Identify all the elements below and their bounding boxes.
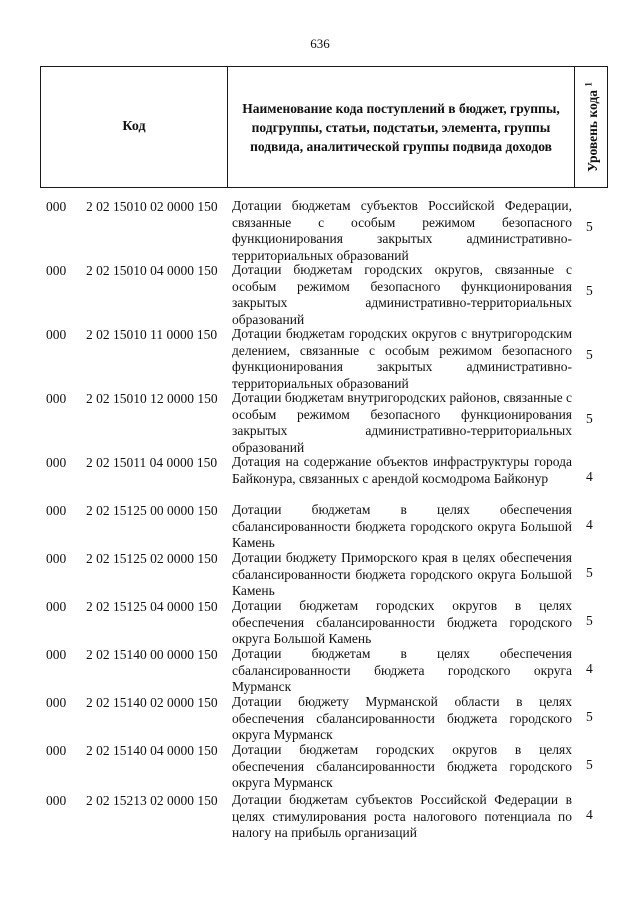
row-name: Дотации бюджетам субъектов Российской Федерации, связанные с особым режимом безопасного функционирования закрытых административно-территориальных образований <box>232 198 572 263</box>
row-name: Дотации бюджетам субъектов Российской Федерации в целях стимулирования роста налогового потенциала по налогу на прибыль организаций <box>232 792 572 840</box>
row-prefix: 000 <box>46 551 67 566</box>
row-name: Дотации бюджетам в целях обеспечения сбалансированности бюджета городского округа Мурманск <box>232 646 572 694</box>
row-code: 2 02 15140 04 0000 150 <box>86 743 218 758</box>
row-name: Дотации бюджетам в целях обеспечения сбалансированности бюджета городского округа Большой Камень <box>232 502 572 550</box>
row-code: 2 02 15213 02 0000 150 <box>86 793 218 808</box>
row-level: 5 <box>586 411 593 426</box>
row-code: 2 02 15125 04 0000 150 <box>86 599 218 614</box>
row-name: Дотация на содержание объектов инфраструктуры города Байконура, связанных с арендой космодрома Байконур <box>232 454 572 486</box>
row-name: Дотации бюджетам внутригородских районов, связанные с особым режимом безопасного функционирования закрытых административно-территориальных образований <box>232 390 572 455</box>
row-prefix: 000 <box>46 199 67 214</box>
row-prefix: 000 <box>46 743 67 758</box>
header-code: Код <box>41 67 228 187</box>
row-prefix: 000 <box>46 391 67 406</box>
row-code: 2 02 15125 02 0000 150 <box>86 551 218 566</box>
row-prefix: 000 <box>46 695 67 710</box>
row-name: Дотации бюджету Мурманской области в целях обеспечения сбалансированности бюджета городского округа Мурманск <box>232 694 572 742</box>
row-level: 5 <box>586 219 593 234</box>
row-level: 5 <box>586 757 593 772</box>
row-level: 5 <box>586 709 593 724</box>
row-level: 5 <box>586 565 593 580</box>
row-level: 5 <box>586 613 593 628</box>
row-level: 4 <box>586 469 593 484</box>
row-level: 5 <box>586 283 593 298</box>
row-level: 4 <box>586 661 593 676</box>
header-level-text: Уровень кода <box>584 90 600 172</box>
header-level <box>583 82 601 172</box>
row-code: 2 02 15010 11 0000 150 <box>86 327 218 342</box>
page-number: 636 <box>310 36 330 51</box>
row-code: 2 02 15125 00 0000 150 <box>86 503 218 518</box>
row-prefix: 000 <box>46 793 67 808</box>
row-prefix: 000 <box>46 599 67 614</box>
row-code: 2 02 15011 04 0000 150 <box>86 455 218 470</box>
row-code: 2 02 15140 00 0000 150 <box>86 647 218 662</box>
row-prefix: 000 <box>46 327 67 342</box>
header-level-footnote: 1 <box>582 82 593 87</box>
row-code: 2 02 15010 12 0000 150 <box>86 391 218 406</box>
row-prefix: 000 <box>46 647 67 662</box>
row-name: Дотации бюджетам городских округов в целях обеспечения сбалансированности бюджета городского округа Мурманск <box>232 742 572 790</box>
table-header <box>40 66 608 188</box>
row-code: 2 02 15140 02 0000 150 <box>86 695 218 710</box>
row-level: 5 <box>586 347 593 362</box>
row-name: Дотации бюджетам городских округов в целях обеспечения сбалансированности бюджета городского округа Большой Камень <box>232 598 572 646</box>
row-name: Дотации бюджетам городских округов с внутригородским делением, связанные с особым режимом безопасного функционирования закрытых административно-территориальных образований <box>232 326 572 391</box>
row-name: Дотации бюджетам городских округов, связанные с особым режимом безопасного функционирования закрытых административно-территориальных образований <box>232 262 572 327</box>
header-name: Наименование кода поступлений в бюджет, группы, подгруппы, статьи, подстатьи, элемента, группы подвида, аналитической группы подвида доходов <box>228 67 575 187</box>
row-code: 2 02 15010 02 0000 150 <box>86 199 218 214</box>
row-prefix: 000 <box>46 503 67 518</box>
header-level-cell <box>576 67 607 187</box>
row-prefix: 000 <box>46 263 67 278</box>
row-prefix: 000 <box>46 455 67 470</box>
row-level: 4 <box>586 807 593 822</box>
row-code: 2 02 15010 04 0000 150 <box>86 263 218 278</box>
row-level: 4 <box>586 517 593 532</box>
row-name: Дотации бюджету Приморского края в целях обеспечения сбалансированности бюджета городского округа Большой Камень <box>232 550 572 598</box>
